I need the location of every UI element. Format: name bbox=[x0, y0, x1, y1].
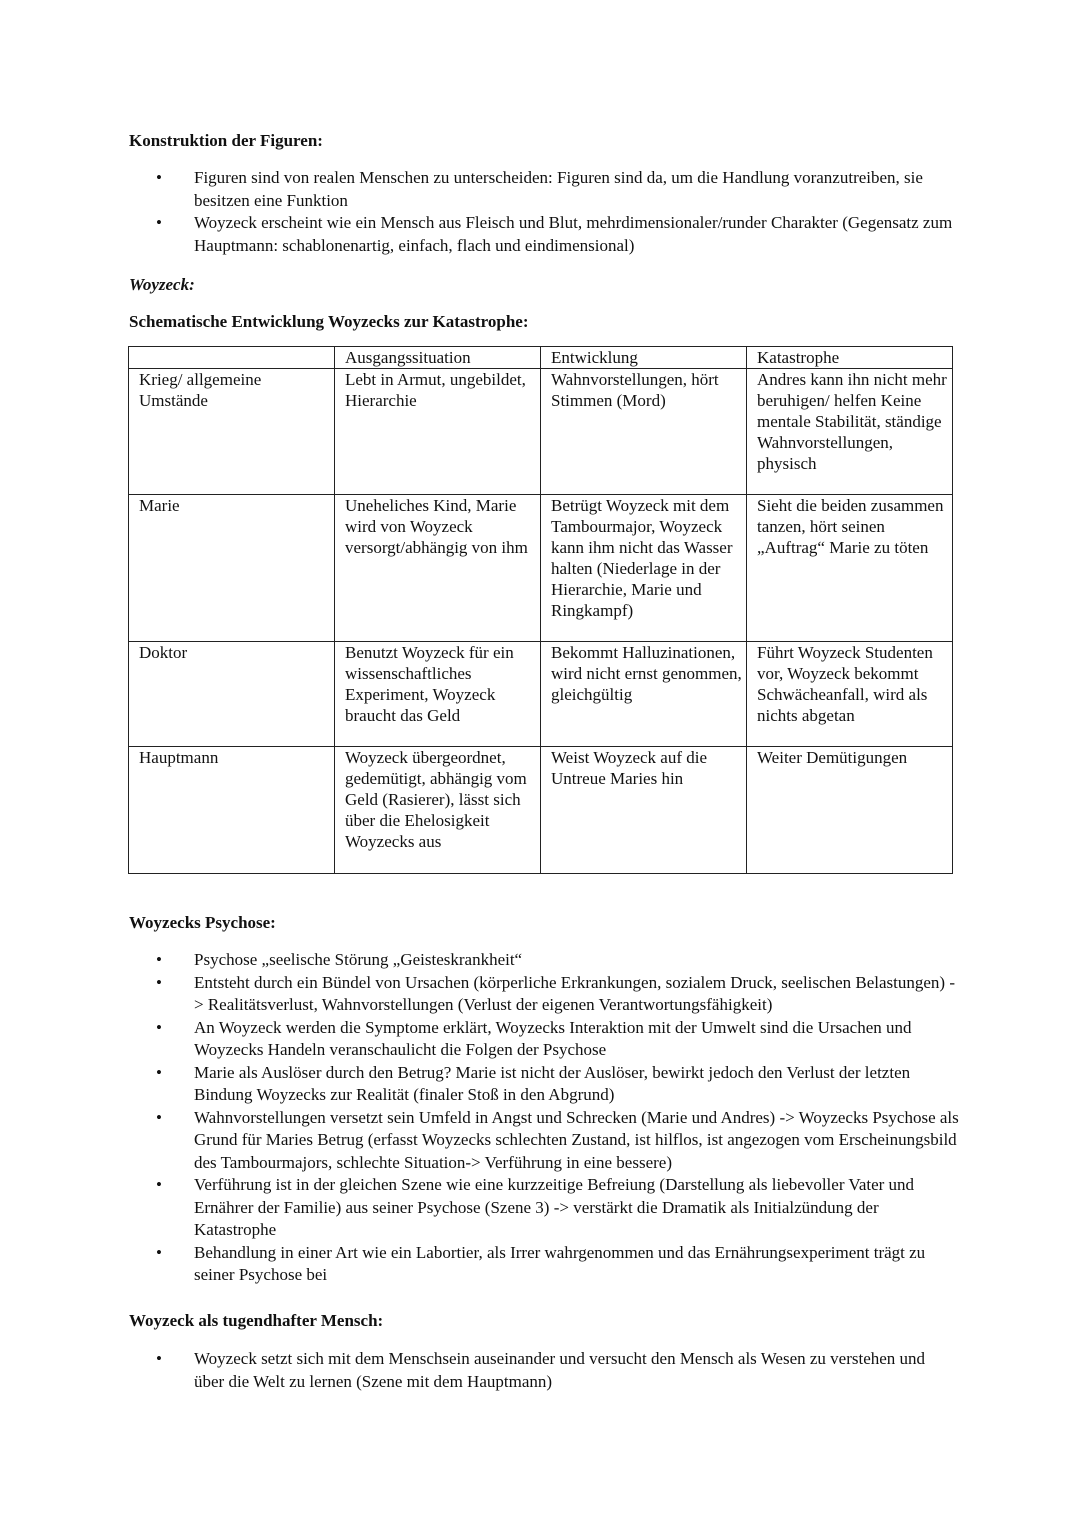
bullet-list-psychose bbox=[129, 949, 959, 1287]
table-row bbox=[129, 369, 953, 495]
table-header-cell: Entwicklung bbox=[541, 347, 747, 369]
table-cell: Sieht die beiden zusammen tanzen, hört seinen „Auftrag“ Marie zu töten bbox=[747, 495, 953, 642]
bullet-item: • Figuren sind von realen Menschen zu unterscheiden: Figuren sind da, um die Handlung voranzutreiben, sie besitzen eine Funktion bbox=[129, 167, 959, 212]
bullet-item: • Wahnvorstellungen versetzt sein Umfeld in Angst und Schrecken (Marie und Andres) -> Woyzecks Psychose als Grund für Maries Betrug (erfasst Woyzecks schlechten Zustand, ist hilflos, ist angezogen vom Erscheinungsbild des Tambourmajors, schlechte Situation-> Verführung in eine bessere) bbox=[129, 1107, 959, 1175]
table-cell: Uneheliches Kind, Marie wird von Woyzeck versorgt/abhängig von ihm bbox=[335, 495, 541, 642]
table-cell: Marie bbox=[129, 495, 335, 642]
table-header-cell bbox=[129, 347, 335, 369]
table-cell: Weiter Demütigungen bbox=[747, 747, 953, 874]
table-cell: Hauptmann bbox=[129, 747, 335, 874]
table-cell: Krieg/ allgemeine Umstände bbox=[129, 369, 335, 495]
heading-schematische-entwicklung: Schematische Entwicklung Woyzecks zur Katastrophe: bbox=[129, 312, 529, 331]
table-row bbox=[129, 495, 953, 642]
heading-woyzeck: Woyzeck: bbox=[129, 275, 195, 294]
bullet-list-tugendhaft bbox=[129, 1348, 959, 1393]
table-cell: Weist Woyzeck auf die Untreue Maries hin bbox=[541, 747, 747, 874]
bullet-item: • Woyzeck setzt sich mit dem Menschsein auseinander und versucht den Mensch als Wesen zu verstehen und über die Welt zu lernen (Szene mit dem Hauptmann) bbox=[129, 1348, 959, 1393]
heading-tugendhafter-mensch: Woyzeck als tugendhafter Mensch: bbox=[129, 1311, 384, 1330]
bullet-item: • An Woyzeck werden die Symptome erklärt, Woyzecks Interaktion mit der Umwelt sind die Ursachen und Woyzecks Handeln veranschaulicht die Folgen der Psychose bbox=[129, 1017, 959, 1062]
table-row bbox=[129, 642, 953, 747]
table-cell: Lebt in Armut, ungebildet, Hierarchie bbox=[335, 369, 541, 495]
bullet-item: • Behandlung in einer Art wie ein Labortier, als Irrer wahrgenommen und das Ernährungsexperiment trägt zu seiner Psychose bei bbox=[129, 1242, 959, 1287]
heading-psychose: Woyzecks Psychose: bbox=[129, 913, 276, 932]
table-cell: Betrügt Woyzeck mit dem Tambourmajor, Woyzeck kann ihm nicht das Wasser halten (Niederlage in der Hierarchie, Marie und Ringkampf) bbox=[541, 495, 747, 642]
table-cell: Führt Woyzeck Studenten vor, Woyzeck bekommt Schwächeanfall, wird als nichts abgetan bbox=[747, 642, 953, 747]
bullet-item: • Marie als Auslöser durch den Betrug? Marie ist nicht der Auslöser, bewirkt jedoch den Verlust der letzten Bindung Woyzecks zur Realität (finaler Stoß in den Abgrund) bbox=[129, 1062, 959, 1107]
table-row bbox=[129, 747, 953, 874]
bullet-item: • Entsteht durch ein Bündel von Ursachen (körperliche Erkrankungen, sozialem Druck, seelischen Belastungen) -> Realitätsverlust, Wahnvorstellungen (Verlust der eigenen Verantwortungsfähigkeit) bbox=[129, 972, 959, 1017]
table-cell: Woyzeck übergeordnet, gedemütigt, abhängig vom Geld (Rasierer), lässt sich über die Ehelosigkeit Woyzecks aus bbox=[335, 747, 541, 874]
table-header-cell: Katastrophe bbox=[747, 347, 953, 369]
table-header-row bbox=[129, 347, 953, 369]
table-cell: Bekommt Halluzinationen, wird nicht ernst genommen, gleichgültig bbox=[541, 642, 747, 747]
development-table bbox=[128, 346, 953, 874]
table-cell: Doktor bbox=[129, 642, 335, 747]
bullet-item: • Verführung ist in der gleichen Szene wie eine kurzzeitige Befreiung (Darstellung als liebevoller Vater und Ernährer der Familie) aus seiner Psychose (Szene 3) -> verstärkt die Dramatik als Initialzündung der Katastrophe bbox=[129, 1174, 959, 1242]
bullet-item: • Psychose „seelische Störung „Geisteskrankheit“ bbox=[129, 949, 959, 972]
table-header-cell: Ausgangssituation bbox=[335, 347, 541, 369]
table-cell: Benutzt Woyzeck für ein wissenschaftliches Experiment, Woyzeck braucht das Geld bbox=[335, 642, 541, 747]
heading-konstruktion: Konstruktion der Figuren: bbox=[129, 131, 323, 150]
bullet-item: • Woyzeck erscheint wie ein Mensch aus Fleisch und Blut, mehrdimensionaler/runder Charakter (Gegensatz zum Hauptmann: schablonenartig, einfach, flach und eindimensional) bbox=[129, 212, 959, 257]
table-cell: Wahnvorstellungen, hört Stimmen (Mord) bbox=[541, 369, 747, 495]
table-cell: Andres kann ihn nicht mehr beruhigen/ helfen Keine mentale Stabilität, ständige Wahnvorstellungen, physisch bbox=[747, 369, 953, 495]
bullet-list-konstruktion bbox=[129, 167, 959, 257]
